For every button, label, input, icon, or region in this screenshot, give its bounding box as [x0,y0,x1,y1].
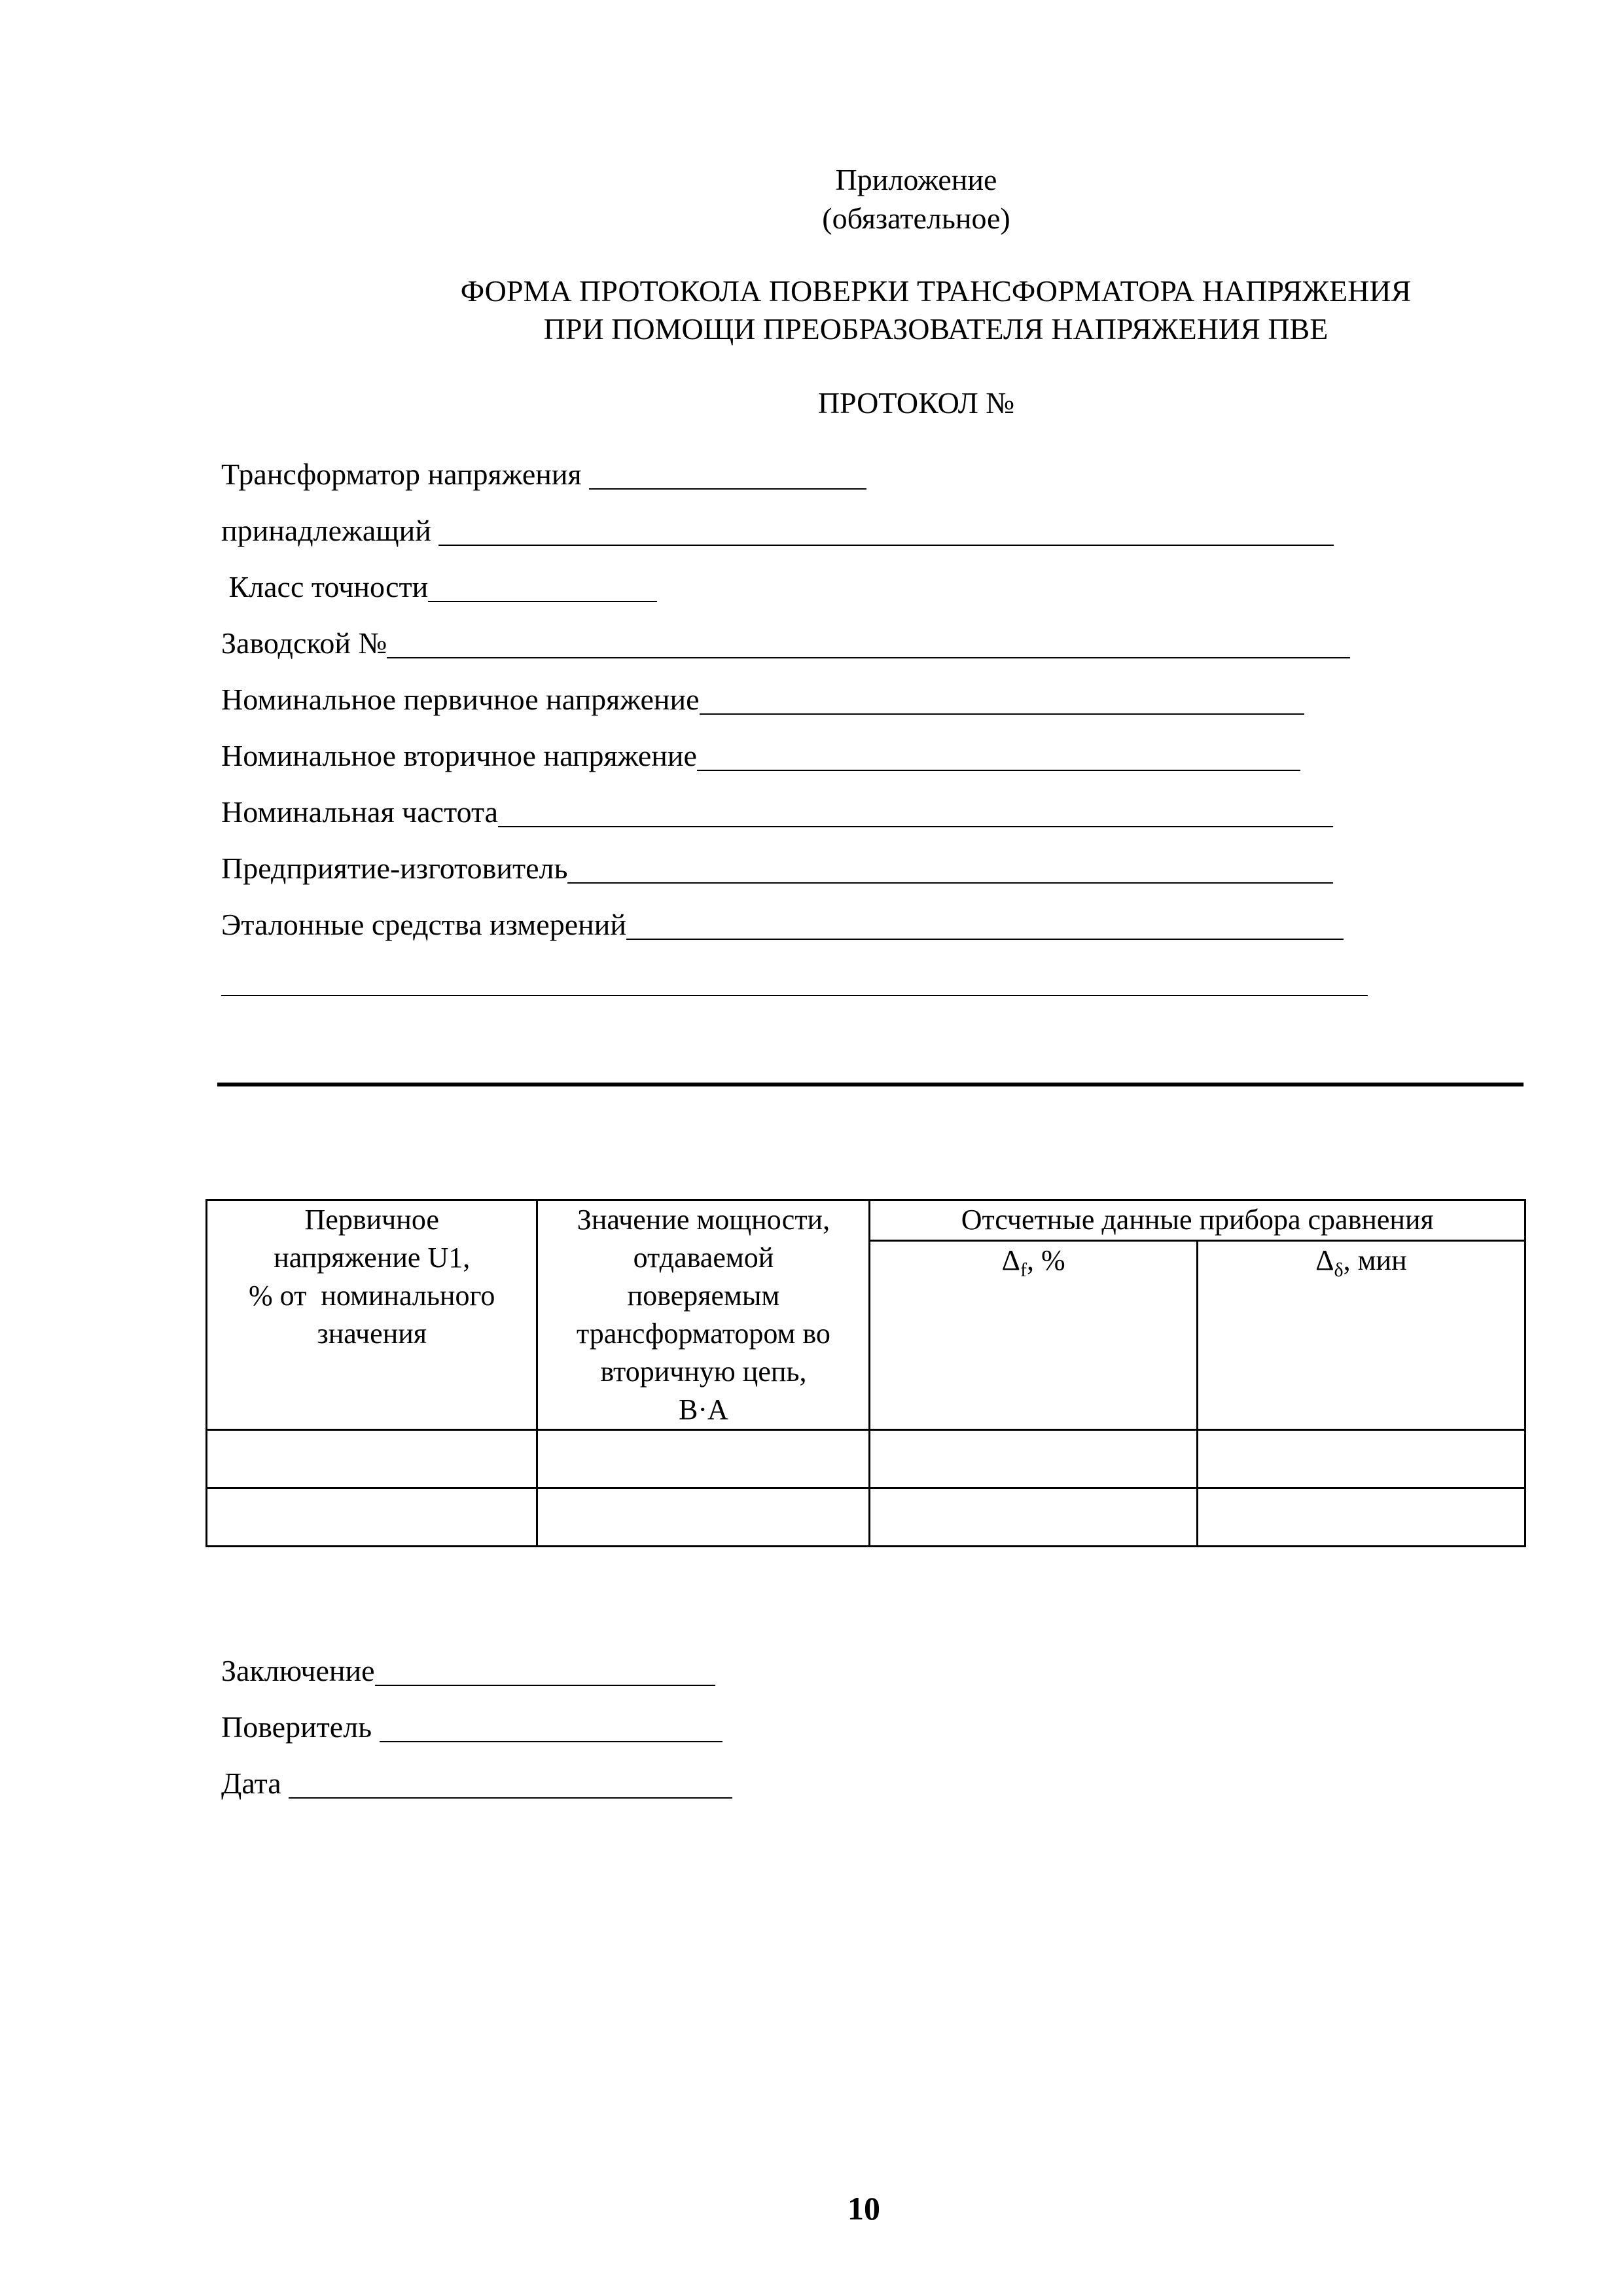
field-reference-instruments [221,906,1344,944]
header-delta-delta [1197,1240,1525,1429]
table-cell[interactable] [1197,1488,1525,1547]
field-date-label: Дата [221,1767,289,1800]
section-divider [217,1083,1524,1086]
header-power-value-line4: трансформатором во [577,1318,830,1350]
appendix-label: Приложение [835,163,997,196]
header-power-value-line3: поверяемым [627,1280,780,1312]
delta-symbol: Δ [1315,1244,1334,1276]
field-serial-number-line[interactable] [387,628,1350,658]
field-conclusion-line[interactable] [375,1656,715,1686]
header-reference-readings: Отсчетные данные прибора сравнения [870,1200,1525,1241]
appendix-note: (обязательное) [822,202,1010,235]
protocol-title: ПРОТОКОЛ № [817,386,1015,420]
field-frequency [221,793,1333,831]
field-primary-voltage-line[interactable] [700,685,1304,715]
field-reference-instruments-line2[interactable] [221,966,1368,996]
table-cell[interactable] [870,1430,1197,1488]
page-number: 10 [847,2190,880,2227]
measurement-table [205,1199,1526,1547]
field-accuracy-class-label: Класс точности [221,570,429,603]
field-secondary-voltage-label: Номинальное вторичное напряжение [221,739,697,772]
delta-delta-unit: , мин [1343,1244,1407,1276]
table-cell[interactable] [207,1430,537,1488]
form-title-line2: ПРИ ПОМОЩИ ПРЕОБРАЗОВАТЕЛЯ НАПРЯЖЕНИЯ ПВЕ [543,312,1329,346]
delta-f-unit: , % [1026,1244,1065,1276]
delta-delta-index: δ [1334,1259,1344,1281]
field-serial-number-label: Заводской № [221,626,387,660]
field-reference-instruments-line[interactable] [626,910,1344,940]
field-secondary-voltage-line[interactable] [697,741,1300,771]
field-manufacturer-label: Предприятие-изготовитель [221,852,568,885]
field-verifier-line[interactable] [380,1712,722,1742]
field-owner [221,512,1334,550]
table-cell[interactable] [537,1488,870,1547]
table-cell[interactable] [870,1488,1197,1547]
field-accuracy-class [221,568,657,606]
field-date [221,1765,732,1803]
header-power-value-line5: вторичную цепь, [600,1355,807,1388]
header-primary-voltage-line2: напряжение U1, [274,1242,471,1274]
table-row [207,1430,1525,1488]
field-conclusion-label: Заключение [221,1654,375,1687]
delta-f-index: f [1020,1259,1027,1281]
field-transformer-label: Трансформатор напряжения [221,457,590,491]
field-transformer [221,456,866,493]
header-power-value-line1: Значение мощности, [577,1204,830,1236]
header-power-value-line2: отдаваемой [633,1242,774,1274]
field-primary-voltage-label: Номинальное первичное напряжение [221,683,700,716]
field-frequency-line[interactable] [498,797,1333,827]
form-title-line1: ФОРМА ПРОТОКОЛА ПОВЕРКИ ТРАНСФОРМАТОРА НАПРЯЖЕНИЯ [460,274,1412,308]
header-primary-voltage-line3: % от номинального [249,1280,495,1312]
table-cell[interactable] [207,1488,537,1547]
header-primary-voltage-line1: Первичное [304,1204,439,1236]
field-transformer-line[interactable] [589,459,866,490]
field-reference-instruments-label: Эталонные средства измерений [221,908,626,941]
field-reference-instruments-continued [221,962,1368,1000]
field-date-line[interactable] [289,1768,732,1799]
field-verifier-label: Поверитель [221,1710,380,1744]
header-power-value-line6: В·А [679,1393,728,1426]
field-conclusion [221,1652,715,1690]
header-primary-voltage-line4: значения [317,1318,427,1350]
header-delta-f [870,1240,1197,1429]
field-serial-number [221,624,1350,662]
field-secondary-voltage [221,737,1300,775]
field-primary-voltage [221,681,1304,719]
field-owner-line[interactable] [438,516,1334,546]
field-verifier [221,1708,722,1746]
table-row [207,1488,1525,1547]
field-owner-label: принадлежащий [221,514,439,547]
delta-symbol: Δ [1001,1244,1020,1276]
header-primary-voltage [207,1200,537,1430]
table-cell[interactable] [537,1430,870,1488]
field-frequency-label: Номинальная частота [221,795,499,829]
field-accuracy-class-line[interactable] [428,572,657,602]
header-power-value [537,1200,870,1430]
field-manufacturer-line[interactable] [567,853,1333,884]
table-cell[interactable] [1197,1430,1525,1488]
field-manufacturer [221,850,1333,888]
